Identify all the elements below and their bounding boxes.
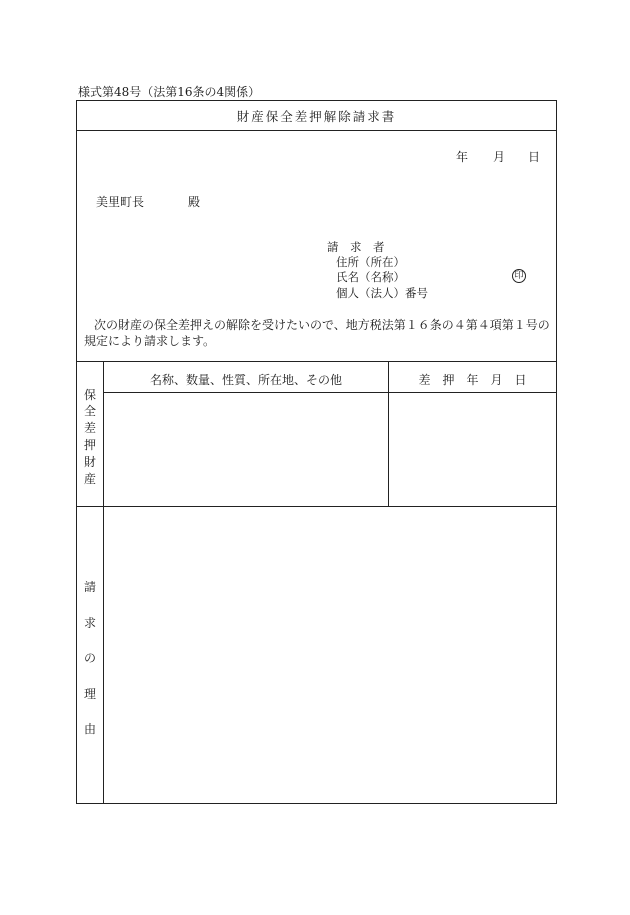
property-side-label-char: 保 <box>83 388 96 402</box>
table-border-left <box>76 100 77 804</box>
seizure-date-field[interactable] <box>389 393 556 506</box>
addressee-honorific: 殿 <box>188 195 201 209</box>
property-side-label-char: 財 <box>83 455 96 469</box>
divider-property-top <box>76 361 557 362</box>
requester-id-label: 個人（法人）番号 <box>336 286 428 300</box>
requester-name-label: 氏名（名称） <box>336 270 405 284</box>
reason-side-label-char: 由 <box>83 722 96 736</box>
request-reason-field[interactable] <box>104 507 556 803</box>
property-side-label-char: 全 <box>83 404 96 418</box>
table-border-top <box>76 100 557 101</box>
date-year-label: 年 <box>456 150 469 164</box>
addressee-name: 美里町長 <box>96 195 145 209</box>
requester-heading: 請 求 者 <box>327 240 385 254</box>
seal-mark: 印 <box>512 269 526 283</box>
requester-address-label: 住所（所在） <box>336 255 405 269</box>
table-border-right <box>556 100 557 804</box>
reason-side-label-char: 理 <box>83 687 96 701</box>
property-description-header: 名称、数量、性質、所在地、その他 <box>149 373 342 387</box>
reason-side-label-char: 求 <box>83 616 96 630</box>
seizure-date-header: 差 押 年 月 日 <box>418 373 527 387</box>
property-description-field[interactable] <box>104 393 388 506</box>
property-side-label-char: 産 <box>83 472 96 486</box>
date-month-label: 月 <box>493 150 506 164</box>
table-border-bottom <box>76 803 557 804</box>
reason-side-label-char: 請 <box>83 580 96 594</box>
form-number-label: 様式第48号（法第16条の4関係） <box>78 85 261 99</box>
property-side-label-char: 差 <box>83 421 96 435</box>
request-statement: 次の財産の保全差押えの解除を受けたいので、地方税法第１６条の４第４項第１号の規定により請求します。 <box>84 318 550 348</box>
document-title: 財産保全差押解除請求書 <box>236 109 397 124</box>
property-side-label-char: 押 <box>83 438 96 452</box>
divider-title <box>76 130 557 131</box>
reason-side-label-char: の <box>83 651 96 665</box>
date-day-label: 日 <box>528 150 541 164</box>
